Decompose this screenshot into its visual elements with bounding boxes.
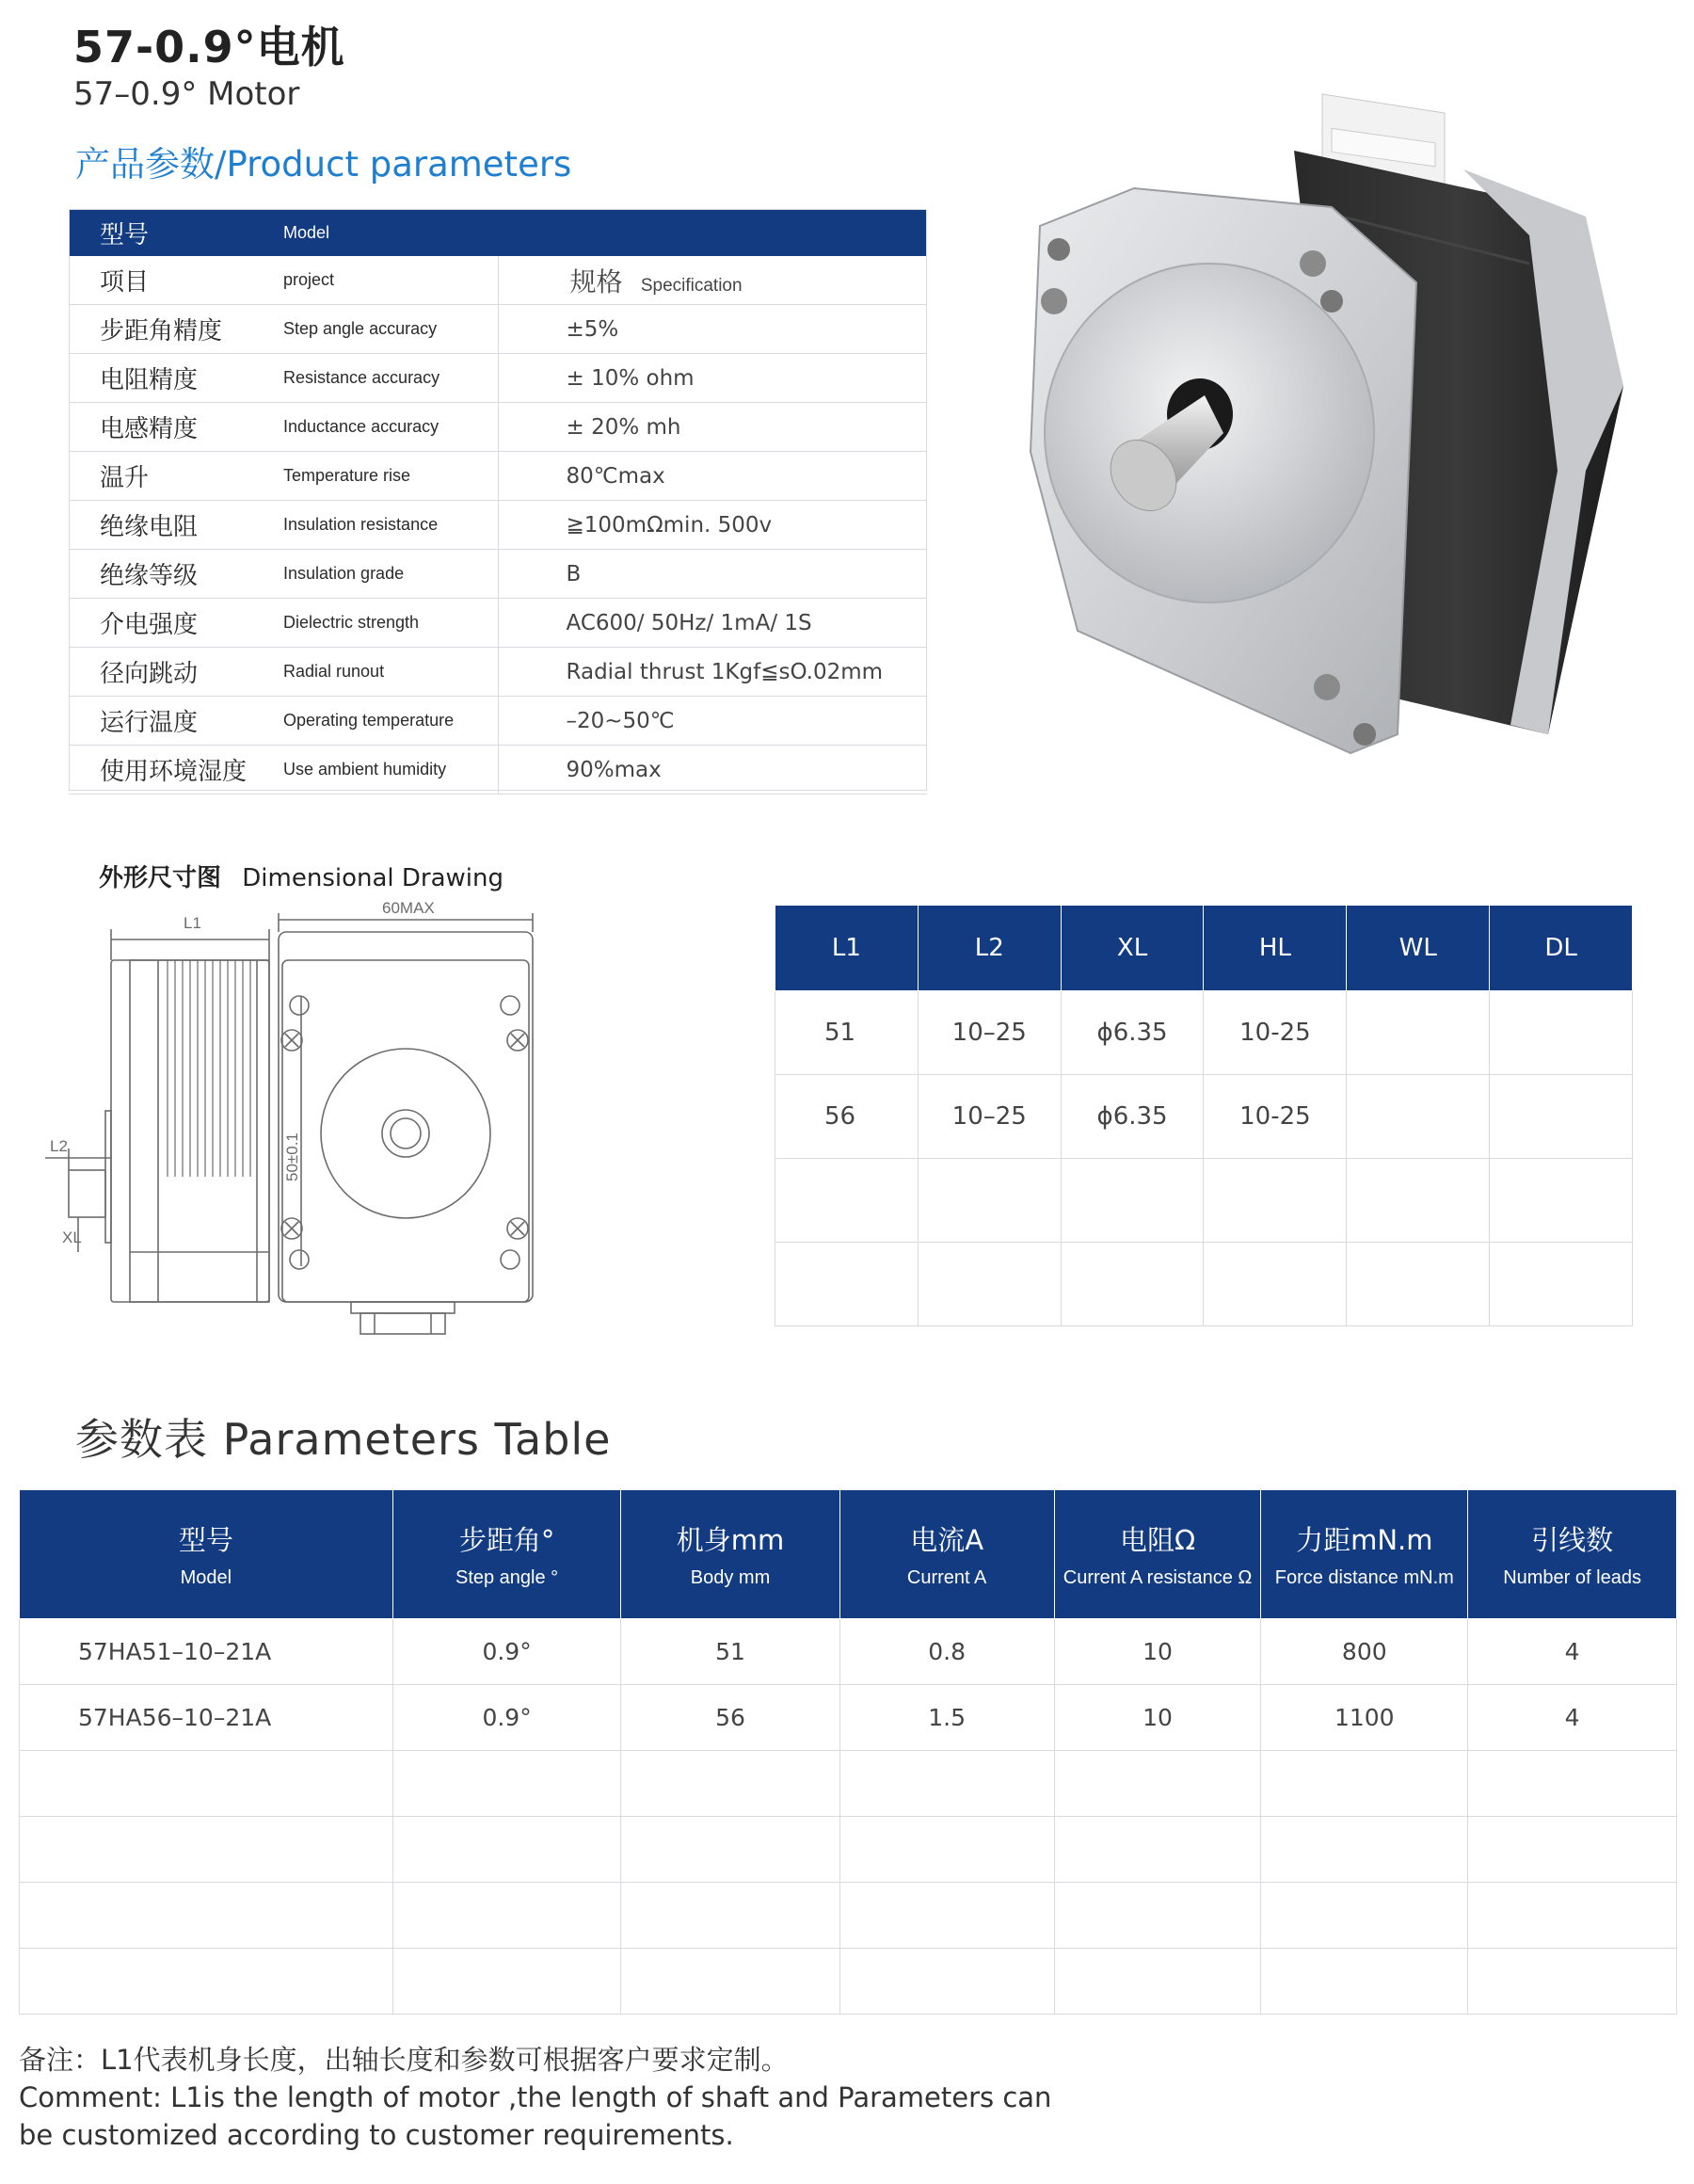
dim-cell [1347, 991, 1490, 1075]
spec-item-value: AC600/ 50Hz/ 1mA/ 1S [498, 599, 927, 648]
spec-item-value: 90%max [498, 746, 927, 795]
dim-col-header: WL [1347, 906, 1490, 991]
spec-item-value: ± 20% mh [498, 403, 927, 452]
dim-cell [918, 1243, 1061, 1326]
spec-subheader-en: project [283, 256, 498, 305]
spec-row [69, 648, 927, 697]
spec-item-en: Insulation resistance [283, 501, 498, 550]
drawing-label-l2: L2 [50, 1137, 68, 1155]
drawing-label-l1: L1 [184, 914, 201, 932]
comment-note [19, 2041, 1051, 2154]
param-cell [839, 1817, 1054, 1883]
spec-row [69, 501, 927, 550]
param-col-header [20, 1490, 393, 1619]
param-col-header [839, 1490, 1054, 1619]
param-col-header-en: Model [180, 1567, 232, 1588]
spec-item-en: Operating temperature [283, 697, 498, 746]
spec-subheader-spec-en: Specification [640, 275, 743, 296]
drawing-label-pitch: 50±0.1 [283, 1132, 301, 1181]
param-cell [1054, 1949, 1261, 2015]
dim-cell: 10–25 [918, 991, 1061, 1075]
dim-cell [1347, 1243, 1490, 1326]
comment-en-line2: be customized according to customer requirements. [19, 2119, 734, 2151]
param-col-header-cn: 电阻Ω [1119, 1524, 1196, 1556]
dimensional-title-en: Dimensional Drawing [242, 864, 504, 892]
param-cell [20, 1883, 393, 1949]
dim-cell: 10-25 [1204, 991, 1347, 1075]
param-cell [1261, 1949, 1468, 2015]
dim-row [775, 991, 1633, 1075]
param-col-header-en: Force distance mN.m [1274, 1567, 1454, 1588]
dim-cell [1490, 1075, 1633, 1159]
dimensional-title-cn: 外形尺寸图 [99, 864, 222, 892]
dim-cell [775, 1243, 919, 1326]
dim-cell: ϕ6.35 [1061, 991, 1204, 1075]
param-col-header-en: Number of leads [1503, 1567, 1641, 1588]
param-row [20, 1685, 1677, 1751]
spec-item-value: Radial thrust 1Kgf≦sO.02mm [498, 648, 927, 697]
param-col-header [1261, 1490, 1468, 1619]
spec-item-en: Resistance accuracy [283, 354, 498, 403]
page-title: 57-0.9°电机 [73, 22, 345, 72]
dimension-table [775, 905, 1633, 1326]
spec-item-en: Inductance accuracy [283, 403, 498, 452]
param-cell [20, 1751, 393, 1817]
spec-table-header [69, 209, 927, 256]
param-cell: 4 [1468, 1685, 1677, 1751]
spec-item-en: Use ambient humidity [283, 746, 498, 795]
dim-col-header: DL [1490, 906, 1633, 991]
dim-cell [1490, 991, 1633, 1075]
param-cell [839, 1949, 1054, 2015]
param-cell [20, 1817, 393, 1883]
param-cell: 10 [1054, 1619, 1261, 1685]
param-col-header-en: Step angle ° [455, 1567, 559, 1588]
spec-item-en: Dielectric strength [283, 599, 498, 648]
spec-subheader [69, 256, 927, 305]
param-col-header-cn: 步距角° [458, 1524, 555, 1556]
param-cell [1261, 1883, 1468, 1949]
spec-item-cn: 温升 [69, 452, 283, 501]
param-cell [1468, 1949, 1677, 2015]
param-cell: 56 [621, 1685, 839, 1751]
motor-photo [1021, 75, 1661, 772]
param-cell: 0.8 [839, 1619, 1054, 1685]
dim-cell [1204, 1243, 1347, 1326]
dim-cell [1061, 1159, 1204, 1243]
spec-row [69, 550, 927, 599]
dim-col-header: HL [1204, 906, 1347, 991]
param-cell: 4 [1468, 1619, 1677, 1685]
spec-row [69, 403, 927, 452]
dim-cell: 51 [775, 991, 919, 1075]
parameters-table [19, 1489, 1677, 2015]
param-col-header-cn: 电流A [910, 1524, 984, 1556]
dim-col-header: L1 [775, 906, 919, 991]
param-col-header-cn: 力距mN.m [1296, 1524, 1433, 1556]
dim-col-header: L2 [918, 906, 1061, 991]
spec-row [69, 305, 927, 354]
param-col-header [1054, 1490, 1261, 1619]
spec-row [69, 599, 927, 648]
page-subtitle: 57–0.9° Motor [73, 75, 300, 113]
spec-item-cn: 径向跳动 [69, 648, 283, 697]
param-cell [1054, 1883, 1261, 1949]
spec-subheader-spec-cn: 规格 [569, 265, 623, 297]
spec-row [69, 452, 927, 501]
spec-item-cn: 绝缘电阻 [69, 501, 283, 550]
spec-item-cn: 使用环境湿度 [69, 746, 283, 795]
param-cell [392, 1751, 621, 1817]
spec-row [69, 746, 927, 795]
param-cell: 57HA51–10–21A [20, 1619, 393, 1685]
param-cell [392, 1883, 621, 1949]
dim-col-header: XL [1061, 906, 1204, 991]
param-cell [1261, 1817, 1468, 1883]
spec-row [69, 697, 927, 746]
dim-cell [1490, 1243, 1633, 1326]
spec-item-cn: 运行温度 [69, 697, 283, 746]
param-cell [839, 1883, 1054, 1949]
section-title-product-parameters: 产品参数/Product parameters [75, 144, 572, 185]
param-col-header-en: Current A [906, 1567, 987, 1588]
param-row [20, 1751, 1677, 1817]
spec-item-cn: 电感精度 [69, 403, 283, 452]
spec-item-cn: 电阻精度 [69, 354, 283, 403]
param-row [20, 1817, 1677, 1883]
dim-cell [1347, 1075, 1490, 1159]
param-cell: 0.9° [392, 1685, 621, 1751]
spec-item-cn: 绝缘等级 [69, 550, 283, 599]
dimensional-drawing [36, 894, 751, 1384]
dim-cell [918, 1159, 1061, 1243]
param-cell [392, 1817, 621, 1883]
spec-item-cn: 步距角精度 [69, 305, 283, 354]
spec-item-value: ± 10% ohm [498, 354, 927, 403]
dim-cell: 10-25 [1204, 1075, 1347, 1159]
param-col-header-cn: 机身mm [676, 1524, 785, 1556]
param-cell: 0.9° [392, 1619, 621, 1685]
dim-cell [1204, 1159, 1347, 1243]
param-col-header [621, 1490, 839, 1619]
param-cell: 800 [1261, 1619, 1468, 1685]
dim-cell: 10–25 [918, 1075, 1061, 1159]
dim-row [775, 1159, 1633, 1243]
param-row [20, 1883, 1677, 1949]
spec-item-en: Step angle accuracy [283, 305, 498, 354]
spec-item-value: ≧100mΩmin. 500v [498, 501, 927, 550]
param-cell [1468, 1883, 1677, 1949]
param-col-header-en: Body mm [690, 1567, 771, 1588]
param-cell [621, 1883, 839, 1949]
param-cell [1054, 1751, 1261, 1817]
spec-table [69, 209, 927, 795]
drawing-label-60max: 60MAX [382, 899, 435, 917]
dim-cell [1347, 1159, 1490, 1243]
param-col-header-cn: 型号 [178, 1524, 233, 1556]
dim-cell [1490, 1159, 1633, 1243]
param-cell [621, 1949, 839, 2015]
param-cell: 57HA56–10–21A [20, 1685, 393, 1751]
param-cell: 51 [621, 1619, 839, 1685]
spec-item-value: B [498, 550, 927, 599]
section-title-dimensional-drawing [99, 859, 503, 893]
param-col-header-cn: 引线数 [1531, 1524, 1614, 1556]
spec-item-cn: 介电强度 [69, 599, 283, 648]
param-cell [1468, 1817, 1677, 1883]
param-cell [1054, 1817, 1261, 1883]
param-cell [392, 1949, 621, 2015]
spec-item-value: –20~50℃ [498, 697, 927, 746]
param-col-header [1468, 1490, 1677, 1619]
spec-item-en: Insulation grade [283, 550, 498, 599]
dim-cell: 56 [775, 1075, 919, 1159]
param-cell [20, 1949, 393, 2015]
param-cell: 1.5 [839, 1685, 1054, 1751]
drawing-label-xl: XL [62, 1228, 82, 1246]
spec-subheader-cn: 项目 [69, 256, 283, 305]
spec-item-value: ±5% [498, 305, 927, 354]
param-cell [621, 1751, 839, 1817]
dim-cell: ϕ6.35 [1061, 1075, 1204, 1159]
param-cell [839, 1751, 1054, 1817]
comment-cn: 备注：L1代表机身长度，出轴长度和参数可根据客户要求定制。 [19, 2044, 789, 2076]
dim-cell [775, 1159, 919, 1243]
dim-row [775, 1075, 1633, 1159]
param-cell [621, 1817, 839, 1883]
param-cell [1261, 1751, 1468, 1817]
spec-header-cn: 型号 [69, 209, 283, 256]
param-cell [1468, 1751, 1677, 1817]
param-col-header-en: Current A resistance Ω [1063, 1567, 1253, 1588]
param-col-header [392, 1490, 621, 1619]
dim-cell [1061, 1243, 1204, 1326]
comment-en-line1: Comment: L1is the length of motor ,the length of shaft and Parameters can [19, 2081, 1052, 2113]
spec-item-en: Radial runout [283, 648, 498, 697]
param-row [20, 1619, 1677, 1685]
spec-item-value: 80℃max [498, 452, 927, 501]
param-cell: 1100 [1261, 1685, 1468, 1751]
dim-row [775, 1243, 1633, 1326]
section-title-parameters-table: 参数表 Parameters Table [75, 1414, 612, 1465]
param-row [20, 1949, 1677, 2015]
param-cell: 10 [1054, 1685, 1261, 1751]
spec-item-en: Temperature rise [283, 452, 498, 501]
spec-row [69, 354, 927, 403]
spec-header-en: Model [283, 209, 498, 256]
